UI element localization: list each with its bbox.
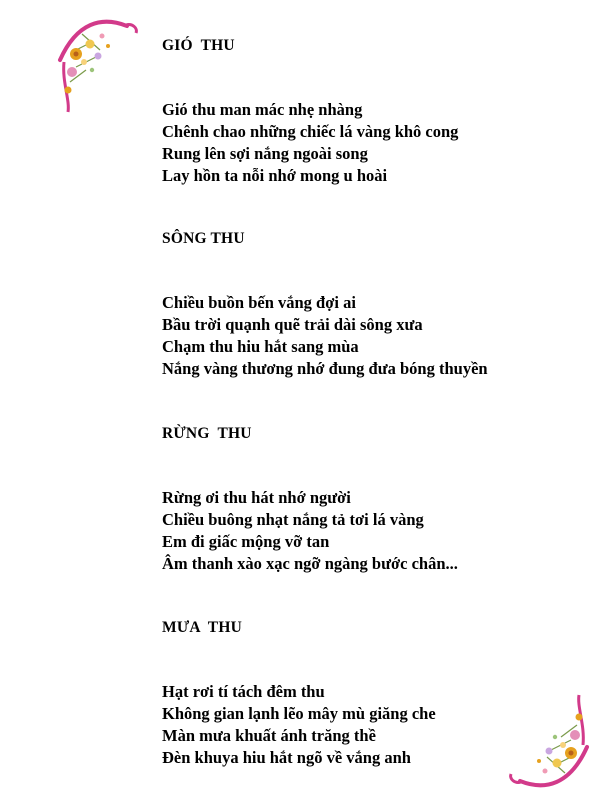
verse-line: Âm thanh xào xạc ngỡ ngàng bước chân...: [162, 554, 458, 573]
verse-line: Hạt rơi tí tách đêm thu: [162, 682, 325, 701]
verse-line: Rung lên sợi nắng ngoài song: [162, 144, 368, 163]
poem-title-song-thu: SÔNG THU: [162, 230, 245, 247]
stanza-rung-thu: [162, 487, 458, 575]
verse-line: Bầu trời quạnh quẽ trải dài sông xưa: [162, 315, 423, 334]
verse-line: Nắng vàng thương nhớ đung đưa bóng thuyền: [162, 359, 488, 378]
verse-line: Gió thu man mác nhẹ nhàng: [162, 100, 363, 119]
poem-title-rung-thu: RỪNG THU: [162, 425, 252, 442]
verse-line: Rừng ơi thu hát nhớ người: [162, 488, 351, 507]
verse-line: Chiều buồn bến vắng đợi ai: [162, 293, 356, 312]
stanza-song-thu: [162, 292, 488, 380]
poem-title-gio-thu: GIÓ THU: [162, 37, 235, 54]
verse-line: Chiều buông nhạt nắng tả tơi lá vàng: [162, 510, 424, 529]
verse-line: Không gian lạnh lẽo mây mù giăng che: [162, 704, 436, 723]
floral-corner-bottom-right-icon: [505, 690, 595, 795]
stanza-gio-thu: [162, 99, 458, 187]
verse-line: Đèn khuya hiu hắt ngõ về vắng anh: [162, 748, 411, 767]
verse-line: Màn mưa khuất ánh trăng thề: [162, 726, 376, 745]
floral-corner-top-left-icon: [52, 12, 142, 117]
verse-line: Chênh chao những chiếc lá vàng khô cong: [162, 122, 459, 141]
verse-line: Em đi giấc mộng vỡ tan: [162, 532, 330, 551]
stanza-mua-thu: [162, 681, 436, 769]
verse-line: Chạm thu hiu hắt sang mùa: [162, 337, 359, 356]
verse-line: Lay hồn ta nỗi nhớ mong u hoài: [162, 166, 388, 185]
poem-title-mua-thu: MƯA THU: [162, 619, 242, 636]
